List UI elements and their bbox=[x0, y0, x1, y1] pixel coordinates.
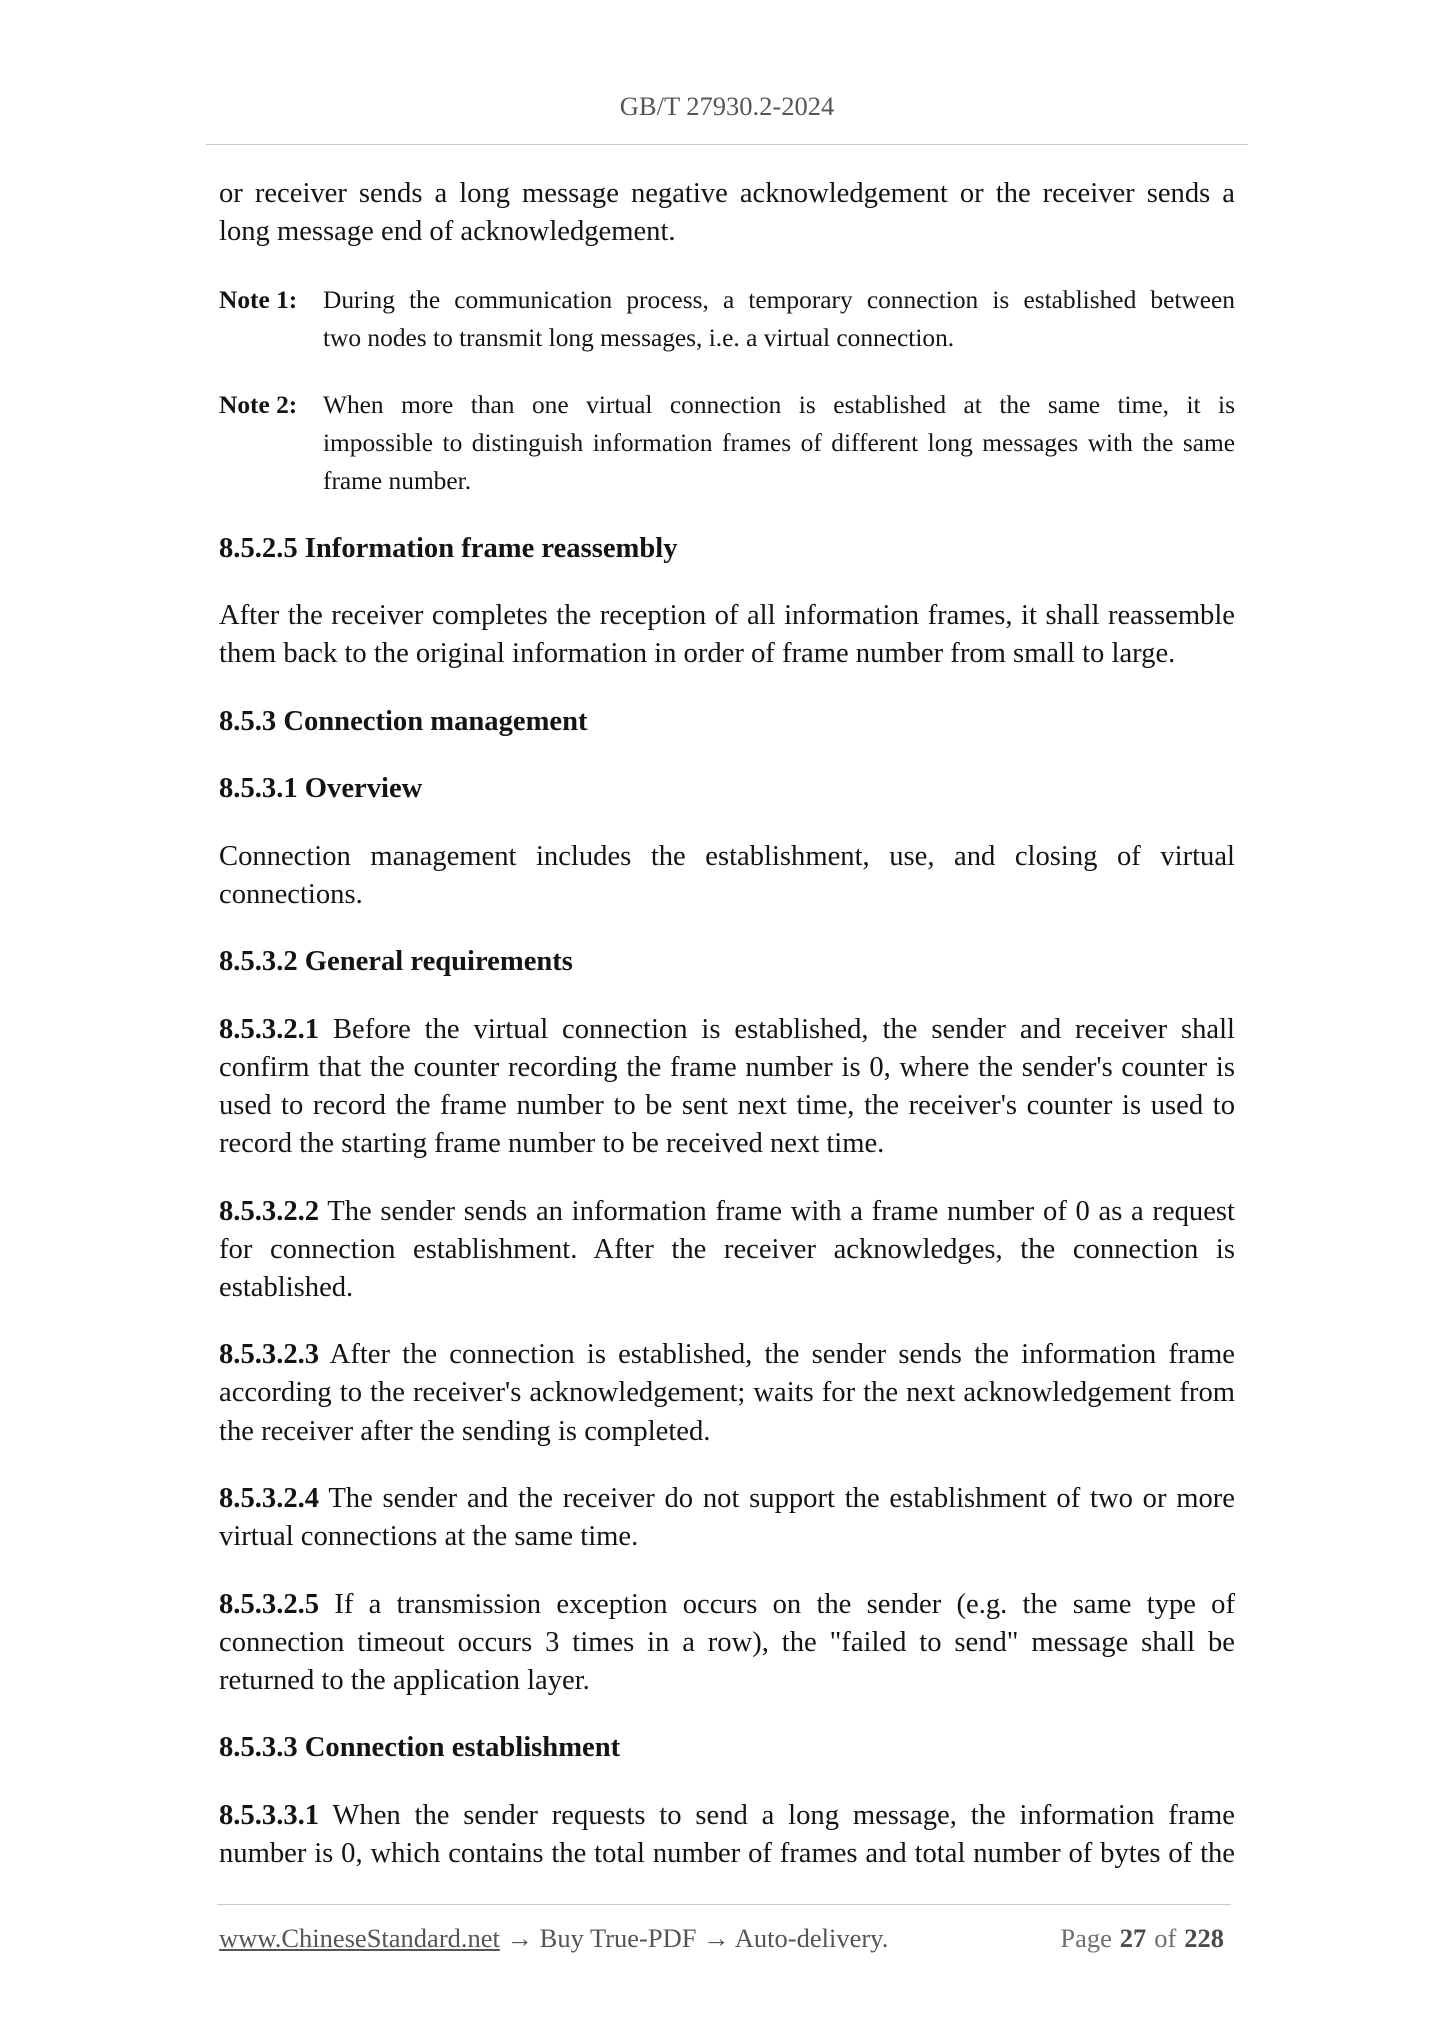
note-label: Note 1: bbox=[219, 285, 298, 314]
paragraph-line bbox=[219, 1336, 1235, 1374]
paragraph-line: virtual connections at the same time. bbox=[219, 1521, 639, 1553]
header-divider bbox=[206, 144, 1248, 145]
clause-number: 8.5.3.2.5 bbox=[219, 1588, 320, 1620]
clause-8-5-3-2-3 bbox=[219, 1336, 1235, 1450]
line-text: When the sender requests to send a long message, the information frame bbox=[332, 1799, 1235, 1831]
clause-8-5-3-3-1 bbox=[219, 1797, 1235, 1873]
heading-text: 8.5.3.3 Connection establishment bbox=[219, 1732, 621, 1764]
line-text: The sender and the receiver do not support the establishment of two or more bbox=[328, 1483, 1235, 1515]
paragraph-8-5-3-1 bbox=[219, 838, 1235, 914]
heading-text: 8.5.3 Connection management bbox=[219, 705, 588, 737]
paragraph-line: according to the receiver's acknowledgement; waits for the next acknowledgement from bbox=[219, 1377, 1235, 1409]
page-label: Page bbox=[1060, 1923, 1112, 1953]
heading-text: 8.5.3.2 General requirements bbox=[219, 946, 573, 978]
note-line: two nodes to transmit long messages, i.e. a virtual connection. bbox=[323, 323, 955, 352]
page-body bbox=[219, 175, 1235, 1902]
note-1 bbox=[219, 281, 1235, 357]
paragraph-line: returned to the application layer. bbox=[219, 1664, 590, 1696]
paragraph-8-5-2-5 bbox=[219, 597, 1235, 673]
line-text: The sender sends an information frame with a frame number of 0 as a request bbox=[327, 1195, 1235, 1227]
note-line: impossible to distinguish information frames of different long messages with the same bbox=[323, 429, 1235, 458]
website-link[interactable]: www.ChineseStandard.net bbox=[219, 1923, 500, 1953]
paragraph-line: them back to the original information in order of frame number from small to large. bbox=[219, 638, 1176, 670]
line-text: Before the virtual connection is established, the sender and receiver shall bbox=[332, 1013, 1235, 1045]
page-indicator bbox=[1060, 1918, 1224, 1958]
paragraph-line: After the receiver completes the reception of all information frames, it shall reassemble bbox=[219, 600, 1235, 632]
line-text: After the connection is established, the sender sends the information frame bbox=[329, 1339, 1235, 1371]
clause-number: 8.5.3.2.3 bbox=[219, 1339, 320, 1371]
clause-8-5-3-2-4 bbox=[219, 1480, 1235, 1556]
heading-text: 8.5.2.5 Information frame reassembly bbox=[219, 532, 678, 564]
paragraph-line: confirm that the counter recording the frame number is 0, where the sender's counter is bbox=[219, 1052, 1235, 1084]
clause-8-5-3-2-1 bbox=[219, 1011, 1235, 1163]
clause-number: 8.5.3.3.1 bbox=[219, 1799, 320, 1831]
paragraph-line bbox=[219, 1480, 1235, 1518]
page-total: 228 bbox=[1184, 1923, 1224, 1953]
page-number: 27 bbox=[1119, 1923, 1147, 1953]
heading-8-5-3-2 bbox=[219, 943, 1235, 981]
heading-8-5-3-1 bbox=[219, 770, 1235, 808]
note-line: frame number. bbox=[323, 467, 472, 496]
heading-text: 8.5.3.1 Overview bbox=[219, 773, 423, 805]
paragraph-line: or receiver sends a long message negative acknowledgement or the receiver sends a bbox=[219, 178, 1235, 209]
footer-divider bbox=[217, 1904, 1231, 1905]
clause-number: 8.5.3.2.4 bbox=[219, 1483, 320, 1515]
paragraph-continuation bbox=[219, 175, 1235, 251]
paragraph-line: the receiver after the sending is completed. bbox=[219, 1415, 711, 1447]
paragraph-line bbox=[219, 1586, 1235, 1624]
heading-8-5-3-3 bbox=[219, 1729, 1235, 1767]
paragraph-line: for connection establishment. After the receiver acknowledges, the connection is bbox=[219, 1233, 1235, 1265]
paragraph-line: record the starting frame number to be received next time. bbox=[219, 1128, 885, 1160]
standard-code-header: GB/T 27930.2-2024 bbox=[619, 91, 835, 121]
clause-8-5-3-2-5 bbox=[219, 1586, 1235, 1700]
paragraph-line: number is 0, which contains the total number of frames and total number of bytes of the bbox=[219, 1837, 1235, 1869]
note-line: When more than one virtual connection is established at the same time, it is bbox=[323, 391, 1235, 420]
clause-number: 8.5.3.2.2 bbox=[219, 1195, 320, 1227]
heading-8-5-2-5 bbox=[219, 530, 1235, 568]
paragraph-line: long message end of acknowledgement. bbox=[219, 216, 676, 248]
footer-tagline: → Buy True-PDF → Auto-delivery. bbox=[506, 1923, 889, 1953]
paragraph-line: established. bbox=[219, 1271, 354, 1303]
paragraph-line: connection timeout occurs 3 times in a row), the "failed to send" message shall be bbox=[219, 1626, 1235, 1658]
page-footer bbox=[219, 1918, 1224, 1958]
heading-8-5-3 bbox=[219, 703, 1235, 741]
paragraph-line bbox=[219, 1797, 1235, 1835]
note-2 bbox=[219, 386, 1235, 500]
paragraph-line: connections. bbox=[219, 878, 363, 910]
note-line: During the communication process, a temporary connection is established between bbox=[323, 285, 1235, 314]
line-text: If a transmission exception occurs on the sender (e.g. the same type of bbox=[334, 1588, 1235, 1620]
clause-8-5-3-2-2 bbox=[219, 1193, 1235, 1307]
paragraph-line: Connection management includes the establishment, use, and closing of virtual bbox=[219, 840, 1235, 872]
paragraph-line bbox=[219, 1193, 1235, 1231]
page-of-label: of bbox=[1154, 1923, 1177, 1953]
paragraph-line: used to record the frame number to be sent next time, the receiver's counter is used to bbox=[219, 1090, 1235, 1122]
clause-number: 8.5.3.2.1 bbox=[219, 1013, 320, 1045]
paragraph-line bbox=[219, 1011, 1235, 1049]
note-label: Note 2: bbox=[219, 391, 298, 420]
